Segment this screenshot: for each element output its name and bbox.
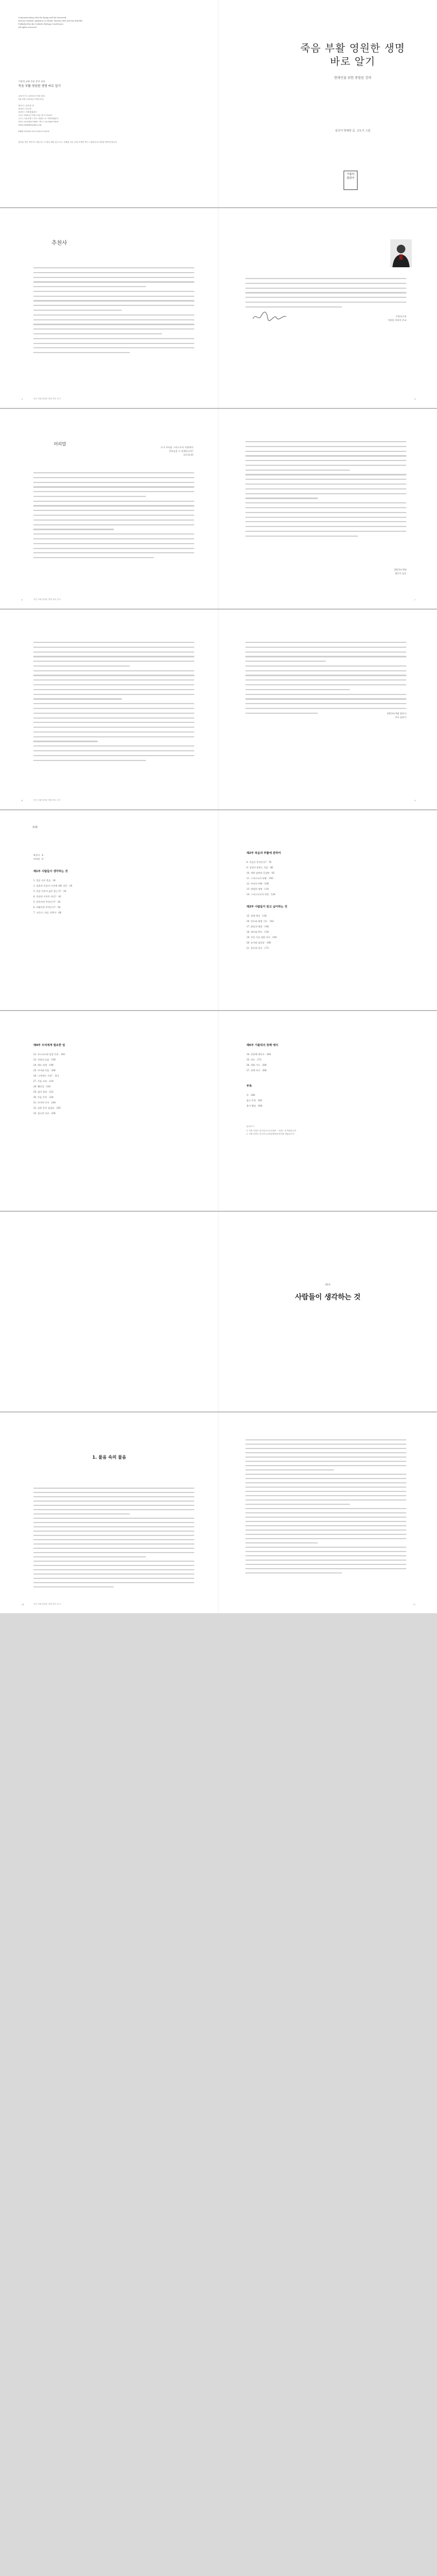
preface-cont-text-right — [245, 642, 406, 718]
toc-entry: 23. 사별의 슬픔 · 190 — [33, 1058, 56, 1061]
copyright-line: 전화 | 02-6365-1888 · 팩스 | 02-6365-1800 — [18, 121, 59, 123]
chapter-left-page — [0, 1413, 218, 1613]
toc-entry: 28. 웰다잉 · 226 — [33, 1085, 51, 1088]
header-line: Communicating with the dying and the bereaved — [18, 17, 67, 19]
spread-preface — [0, 409, 437, 609]
signature-label: 수원교구장 — [395, 315, 406, 318]
toc-part5-title: 제5부 가톨릭의 장례 예식 — [246, 1044, 279, 1047]
toc-entry: 32. 임종 준비 점검표 · 250 — [33, 1107, 61, 1109]
toc-entry: 25. 아이와 죽음 · 206 — [33, 1069, 56, 1072]
preface-text-right — [245, 441, 406, 540]
toc-entry: 33. 참고할 자료 · 256 — [33, 1112, 56, 1115]
toc-part2-list — [246, 860, 275, 897]
toc-entry: 17. 화장과 매장 · 148 — [246, 925, 269, 928]
toc-entry: 36. 위령 기도 · 280 — [246, 1064, 267, 1066]
page-number: 6 — [21, 599, 23, 601]
page-number: 5 — [414, 398, 416, 400]
toc-entry: 12. 우리의 부활 · 108 — [246, 882, 269, 885]
preface-text-left — [33, 472, 194, 562]
toc-part1-title: 제1부 사람들이 생각하는 것 — [33, 870, 68, 873]
copyright-line: www.catholicbook.co.kr — [18, 124, 42, 126]
preface-left-page — [0, 409, 218, 609]
toc-entry: 용어 해설 · 308 — [246, 1104, 263, 1107]
toc-entry: 추천사 · 4 — [33, 854, 43, 857]
copyright-title: 죽음 부활 영원한 생명 바로 알기 — [18, 85, 61, 88]
toc-appendix-list — [246, 1093, 263, 1109]
copyright-title-small: 가톨릭 교회 죽음 준비 교육 — [18, 80, 45, 83]
page-number: 17 — [413, 1604, 416, 1606]
footnote-list — [246, 1129, 407, 1136]
foreword-right-page — [218, 208, 437, 408]
foreword-left-page — [0, 208, 218, 408]
preface-cont-text-left — [33, 642, 194, 764]
toc-entry: 18. 제사와 추모 · 154 — [246, 931, 269, 933]
copyright-line: 엮은이 | 김종섭 외 — [18, 105, 34, 107]
toc-entry: 6. 부활이란 무엇인가? · 58 — [33, 906, 61, 909]
spread-toc-1 — [0, 810, 437, 1010]
toc-part2-title: 제2부 죽음과 부활에 관하여 — [246, 852, 281, 855]
preface-closing — [353, 568, 406, 575]
copyright-line: 등록 | 1990년 11월 23일 제 1-1120호 — [18, 114, 53, 116]
toc-entry: 5. 연옥이란 무엇인가? · 50 — [33, 901, 61, 903]
spread-foreword — [0, 208, 437, 408]
copyright-note: 잘못된 책은 바꾸어 드립니다. 이 책의 내용 일부 또는 전체를 다른 곳에 쓰려면 반드시 출판사의 허락을 받아야 합니다. — [18, 141, 118, 143]
cover-subtitle: 현대인을 위한 종말론 강의 — [334, 76, 372, 80]
toc-entry: 13. 영원한 생명 · 118 — [246, 888, 269, 890]
toc-appendix-title: 부록 — [246, 1085, 252, 1088]
footnote-title: 일러두기 — [246, 1125, 254, 1128]
toc-entry: 1. 물음 속의 물음 · 16 — [33, 879, 56, 882]
toc-entry: 24. 애도 과정 · 198 — [33, 1064, 54, 1066]
toc-entry: 19. 죽은 이를 위한 미사 · 160 — [246, 936, 277, 939]
toc-entry: 16. 연도와 위령 기도 · 142 — [246, 920, 274, 923]
toc-entry: 21. 유언과 상속 · 172 — [246, 947, 269, 949]
copyright-header — [18, 16, 115, 29]
toc-entry: 주 · 296 — [246, 1094, 256, 1096]
header-line: Published by the Catholic Bishops Conference — [18, 23, 64, 25]
part-title: 사람들이 생각하는 것 — [295, 1293, 361, 1301]
page-number: 8 — [21, 800, 23, 802]
toc-entry: 3. 죽음 이후의 삶은 있는가? · 34 — [33, 890, 67, 892]
copyright-line: 1판 1쇄 | 2013년 11월 25일 — [18, 98, 44, 100]
cover-page — [218, 0, 437, 207]
blank-page — [0, 1212, 218, 1411]
cover-title: 죽음 부활 영원한 생명 바로 알기 — [300, 42, 405, 68]
toc-entry: 10. 개별 심판과 공심판 · 92 — [246, 872, 275, 874]
part-label: 제1부 — [325, 1283, 331, 1286]
toc-entry: 37. 장례 미사 · 288 — [246, 1069, 267, 1072]
chapter-right-page — [218, 1413, 437, 1613]
toc-entry: 참고 문헌 · 302 — [246, 1099, 263, 1102]
signature-block — [342, 314, 406, 322]
spread-chapter-1 — [0, 1413, 437, 1613]
page-number: 9 — [414, 800, 416, 802]
cover-author: 심산이 박해정 글, 신도기 그림 — [335, 129, 370, 133]
page-bottom-filler — [0, 1613, 437, 2576]
copyright-line: ISBN 978-89-321-1301-6 03230 — [18, 130, 49, 133]
toc-entry: 15. 장례 예식 · 136 — [246, 914, 267, 917]
toc-label: 차례 — [32, 826, 38, 829]
toc-entry: 30. 죽음 준비 · 238 — [33, 1096, 54, 1099]
toc-entry: 22. 호스피스와 임종 간호 · 182 — [33, 1053, 65, 1056]
toc-entry: 2. 임종과 죽음의 시간에 대한 질문 · 24 — [33, 884, 72, 887]
copyright-line: 주소 | 서울특별시 중구 중림로 27 가톨릭출판사 — [18, 118, 59, 120]
header-line: All rights reserved — [18, 26, 37, 28]
preface-date: 2013년 9월 — [394, 568, 406, 571]
foreword-text-left — [33, 267, 194, 357]
part-title-page — [218, 1212, 437, 1411]
copyright-line: 교회 인가 | 2013년 11월 10일 — [18, 95, 45, 97]
toc-right-page — [218, 810, 437, 1010]
spread-copyright-cover — [0, 0, 437, 207]
preface-epigraph — [118, 445, 193, 457]
preface-cont-right-page — [218, 610, 437, 809]
toc-entry: 31. 마지막 인사 · 244 — [33, 1101, 56, 1104]
toc-entry: 26. '고통받는 이웃' · 212 — [33, 1074, 59, 1077]
toc-entry: 11. 그리스도의 부활 · 100 — [246, 877, 273, 880]
toc-entry: 34. 상장례 예식서 · 264 — [246, 1053, 271, 1056]
copyright-line: 펴낸곳 | 가톨릭출판사 — [18, 111, 37, 113]
toc-part4-title: 제4부 우리에게 필요한 일 — [33, 1044, 65, 1047]
toc-entry: 14. 그리스도인의 희망 · 126 — [246, 893, 275, 896]
signature-name: 이용훈 마티아 주교 — [387, 319, 406, 321]
footnote-line: 2. 교회 문헌은 한국천주교중앙협의회 번역을 따랐습니다. — [246, 1133, 295, 1135]
toc-part3-title: 제3부 사람들이 알고 싶어하는 것 — [246, 905, 287, 909]
copyright-lines — [18, 94, 126, 133]
chapter-text-right — [245, 1439, 406, 1577]
foreword-heading: 추천사 — [52, 240, 67, 246]
toc-entry: 8. 죽음은 무엇인가? · 78 — [246, 861, 272, 863]
toc-part1-list — [33, 878, 72, 916]
toc-part4-list — [33, 1052, 65, 1116]
toc-entry: 7. 고독사, 자살, 안락사 · 66 — [33, 911, 62, 914]
toc-left-page — [0, 810, 218, 1010]
chapter-text-left — [33, 1488, 194, 1591]
page-footer: 죽음 부활 영원한 생명 바로 알기 — [33, 799, 61, 801]
copyright-line: 펴낸이 | 김인선 — [18, 108, 32, 110]
toc-entry: 4. 천당과 지옥은 어디? · 42 — [33, 895, 61, 898]
toc-part3-list — [246, 913, 276, 951]
publisher-logo — [344, 171, 358, 190]
spread-part1-divider — [0, 1212, 437, 1411]
page-number: 16 — [21, 1604, 24, 1606]
chapter-title: 1. 물음 속의 물음 — [92, 1455, 127, 1460]
closing-date: 2013년 9월 엮은이 — [387, 712, 406, 715]
foreword-text-right — [245, 278, 406, 311]
page-number: 4 — [21, 398, 23, 400]
epigraph-line: 누가 우리를 그리스도의 사랑에서 — [161, 446, 193, 449]
epigraph-line: 로마 8,35 — [183, 453, 193, 456]
footnote-line: 1. 성경 인용은 한국천주교주교회의 〈성경〉을 따랐습니다. — [246, 1130, 297, 1132]
toc2-right-page — [218, 1011, 437, 1211]
toc-entry: 20. 묘지와 납골당 · 166 — [246, 941, 271, 944]
toc-entry: 머리말 · 6 — [33, 858, 43, 860]
toc-part5-list — [246, 1052, 271, 1073]
handwritten-signature — [251, 310, 288, 323]
bishop-photo — [390, 239, 412, 267]
page-footer: 죽음 부활 영원한 생명 바로 알기 — [33, 398, 61, 400]
preface-right-page — [218, 409, 437, 609]
toc2-left-page — [0, 1011, 218, 1211]
toc-entry: 29. 삶의 정리 · 232 — [33, 1091, 54, 1093]
spread-toc-2 — [0, 1011, 437, 1211]
preface-heading: 머리말 — [54, 442, 67, 447]
header-line: Korean Catholic guidance on death, funeral rites and the afterlife — [18, 20, 83, 22]
page-number: 7 — [414, 599, 416, 601]
epigraph-line: 갈라놓을 수 있겠습니까? — [169, 450, 193, 452]
preface-cont-closing — [353, 712, 406, 719]
publisher-mark: 가톨릭 출판사 — [346, 173, 355, 180]
toc-intro-list — [33, 853, 43, 861]
toc-entry: 27. 죽음 교육 · 218 — [33, 1080, 54, 1082]
preface-name: 엮은이 일동 — [395, 572, 406, 575]
toc-entry: 9. 성경이 말하는 죽음 · 86 — [246, 866, 273, 869]
spread-preface-cont — [0, 610, 437, 809]
page-footer: 죽음 부활 영원한 생명 바로 알기 — [33, 1603, 61, 1605]
copyright-page — [0, 0, 218, 207]
preface-cont-left-page — [0, 610, 218, 809]
page-footer: 죽음 부활 영원한 생명 바로 알기 — [33, 598, 61, 601]
toc-entry: 35. 연도 · 272 — [246, 1058, 262, 1061]
closing-name: 저자 심산이 — [395, 716, 406, 719]
